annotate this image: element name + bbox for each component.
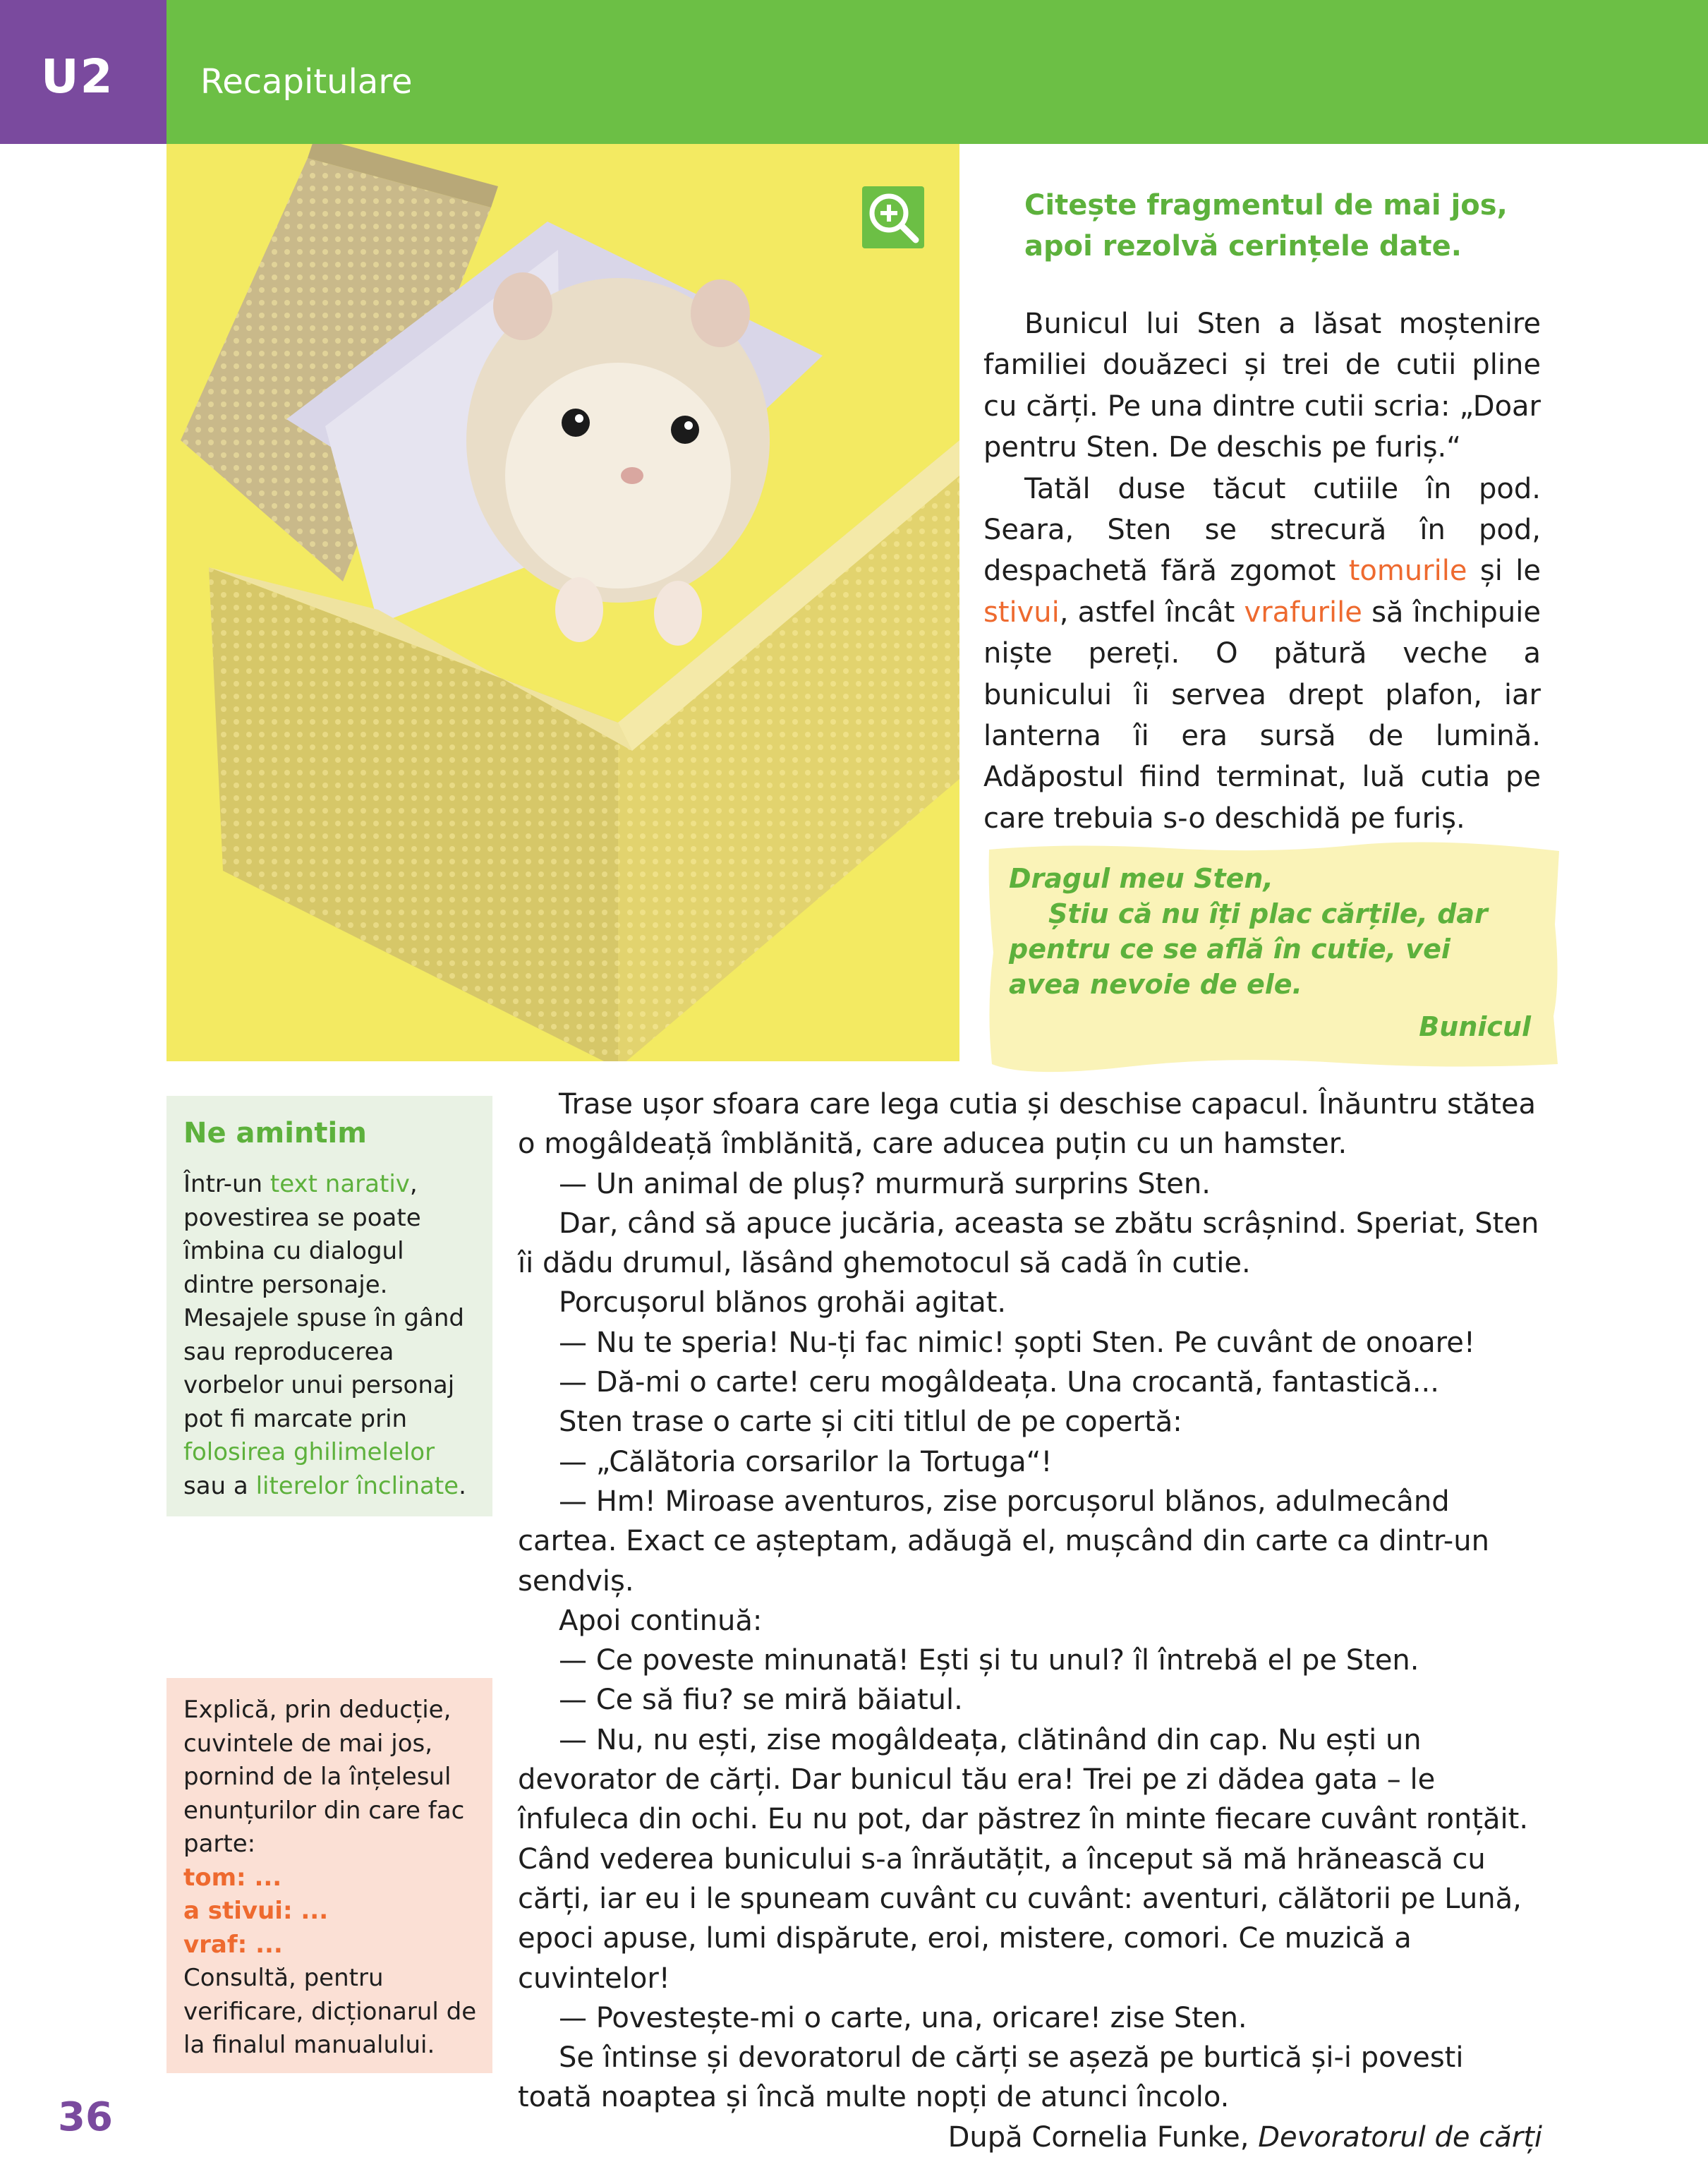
task-instruction: Explică, prin deducție, cuvintele de mai jos, pornind de la înțelesul enunțurilor din care fac parte:: [183, 1696, 465, 1858]
story-paragraph: Apoi continuă:: [559, 1604, 763, 1637]
grandfather-note: [985, 840, 1563, 1073]
story-paragraph: — Nu te speria! Nu-ți fac nimic! șopti Sten. Pe cuvânt de onoare!: [559, 1326, 1475, 1359]
story-paragraph: — Ce să fiu? se miră băiatul.: [559, 1684, 963, 1717]
vocabulary-word-vrafurile: vrafurile: [1244, 596, 1362, 629]
page-number: 36: [58, 2094, 113, 2140]
attribution-book-title: Devoratorul de cărți: [1258, 2120, 1542, 2154]
story-paragraph: Porcușorul blănos grohăi agitat.: [559, 1286, 1007, 1320]
story-text: Tatăl duse tăcut cutiile în pod. Seara, Sten se strecură în pod, despachetă fără zgomot: [983, 472, 1541, 588]
story-paragraph: Se întinse și devoratorul de cărți se așeză pe burtică și-i povesti toată noaptea și încă multe nopți de atunci încolo.: [518, 2041, 1464, 2114]
note-greeting: Dragul meu Sten,: [1009, 863, 1273, 894]
story-paragraph: — Nu, nu ești, zise mogâldeața, clătinând din cap. Nu ești un devorator de cărți. Dar bunicul tău era! Trei pe zi dădea gata – le înfuleca din ochi. Eu nu pot, dar păstrez în minte fiecare cuvânt ronțăit. Când vederea bunicului s-a înrăutățit, a început să mă hrănească cu cărți, iar eu i le spuneam cuvânt cu cuvânt: aventuri, călătorii pe Lună, epoci apuse, lumi dispărute, eroi, mistere, comori. Ce muzică a cuvintelor!: [518, 1723, 1529, 1995]
story-paragraph: — Un animal de pluș? murmură surprins Sten.: [559, 1167, 1211, 1200]
story-paragraph: — Hm! Miroase aventuros, zise porcușorul blănos, adulmecând cartea. Exact ce așteptam, adăugă el, mușcând din carte ca dintr-un sendviș.: [518, 1485, 1489, 1598]
vocabulary-word-tomurile: tomurile: [1348, 555, 1467, 588]
story-paragraph: Sten trase o carte și citi titlul de pe copertă:: [559, 1406, 1182, 1439]
story-paragraph: Dar, când să apuce jucăria, aceasta se zbătu scrâșnind. Speriat, Sten îi dădu drumul, lăsând ghemotocul să cadă în cutie.: [518, 1207, 1539, 1280]
hamster-in-gift-box-image: [166, 144, 959, 1061]
story-paragraph: Trase ușor sfoara care lega cutia și deschise capacul. Înăuntru stătea o mogâldeață îmblănită, care aducea puțin cu un hamster.: [518, 1088, 1536, 1161]
story-paragraph: — Povestește-mi o carte, una, oricare! zise Sten.: [559, 2001, 1247, 2034]
task-word-vraf: vraf: ...: [183, 1930, 283, 1959]
keyword-text-narativ: text narativ: [269, 1170, 410, 1198]
remember-text: [183, 1168, 480, 1503]
task-text: [183, 1694, 480, 2063]
vocabulary-task-box: [166, 1678, 492, 2073]
section-title: Recapitulare: [200, 62, 413, 102]
story-text: să închipuie niște pereți. O pătură veche a bunicului îi servea drept plafon, iar lanterna îi era sursă de lumină. Adăpostul fiind terminat, luă cutia pe care trebuia s-o deschidă pe furiș.: [983, 596, 1541, 835]
task-footer: Consultă, pentru verificare, dicționarul de la finalul manualului.: [183, 1964, 477, 2059]
remember-box: [166, 1096, 492, 1516]
remember-text-part: sau a: [183, 1471, 256, 1500]
unit-tab: [0, 0, 166, 144]
vocabulary-word-stivui: stivui: [983, 596, 1060, 629]
note-signature: Bunicul: [1419, 1011, 1531, 1042]
remember-text-part: , povestirea se poate îmbina cu dialogul dintre personaje. Mesajele spuse în gând sau reproducerea vorbelor unui personaj pot fi marcate prin: [183, 1170, 464, 1433]
story-intro: [983, 303, 1541, 839]
remember-text-part: Într-un: [183, 1170, 270, 1198]
keyword-litere-inclinate: literelor înclinate: [255, 1471, 459, 1500]
note-body: Știu că nu îți plac cărțile, dar pentru ce se află în cutie, vei avea nevoie de ele.: [1009, 898, 1488, 1000]
remember-text-part: .: [459, 1471, 466, 1500]
unit-label: U2: [41, 49, 114, 104]
story-paragraph: [983, 469, 1541, 840]
keyword-ghilimele: folosirea ghilimelelor: [183, 1438, 435, 1466]
story-paragraph: Bunicul lui Sten a lăsat moștenire familiei douăzeci și trei de cutii pline cu cărți. Pe una dintre cutii scria: „Doar pentru Sten. De deschis pe furiș.“: [983, 308, 1541, 464]
remember-title: Ne amintim: [183, 1117, 367, 1149]
source-attribution: [518, 2118, 1542, 2157]
story-main: [518, 1085, 1542, 2157]
hamster-box-illustration: [166, 144, 959, 1061]
story-text: și le: [1467, 555, 1541, 588]
task-word-stivui: a stivui: ...: [183, 1897, 329, 1925]
story-paragraph: — Ce poveste minunată! Ești și tu unul? îl întrebă el pe Sten.: [559, 1644, 1419, 1677]
task-word-tom: tom: ...: [183, 1863, 282, 1892]
note-text: [1009, 861, 1531, 1044]
story-paragraph: — Dă-mi o carte! ceru mogâldeața. Una crocantă, fantastică...: [559, 1366, 1439, 1399]
story-text: , astfel încât: [1059, 596, 1244, 629]
attribution-author: După Cornelia Funke,: [947, 2120, 1259, 2154]
story-paragraph: — „Călătoria corsarilor la Tortuga“!: [559, 1445, 1053, 1478]
magnifier-plus-glyph: [862, 186, 924, 248]
reading-instruction: Citește fragmentul de mai jos, apoi rezolvă cerințele date.: [1024, 189, 1508, 262]
zoom-in-icon[interactable]: [862, 186, 924, 248]
